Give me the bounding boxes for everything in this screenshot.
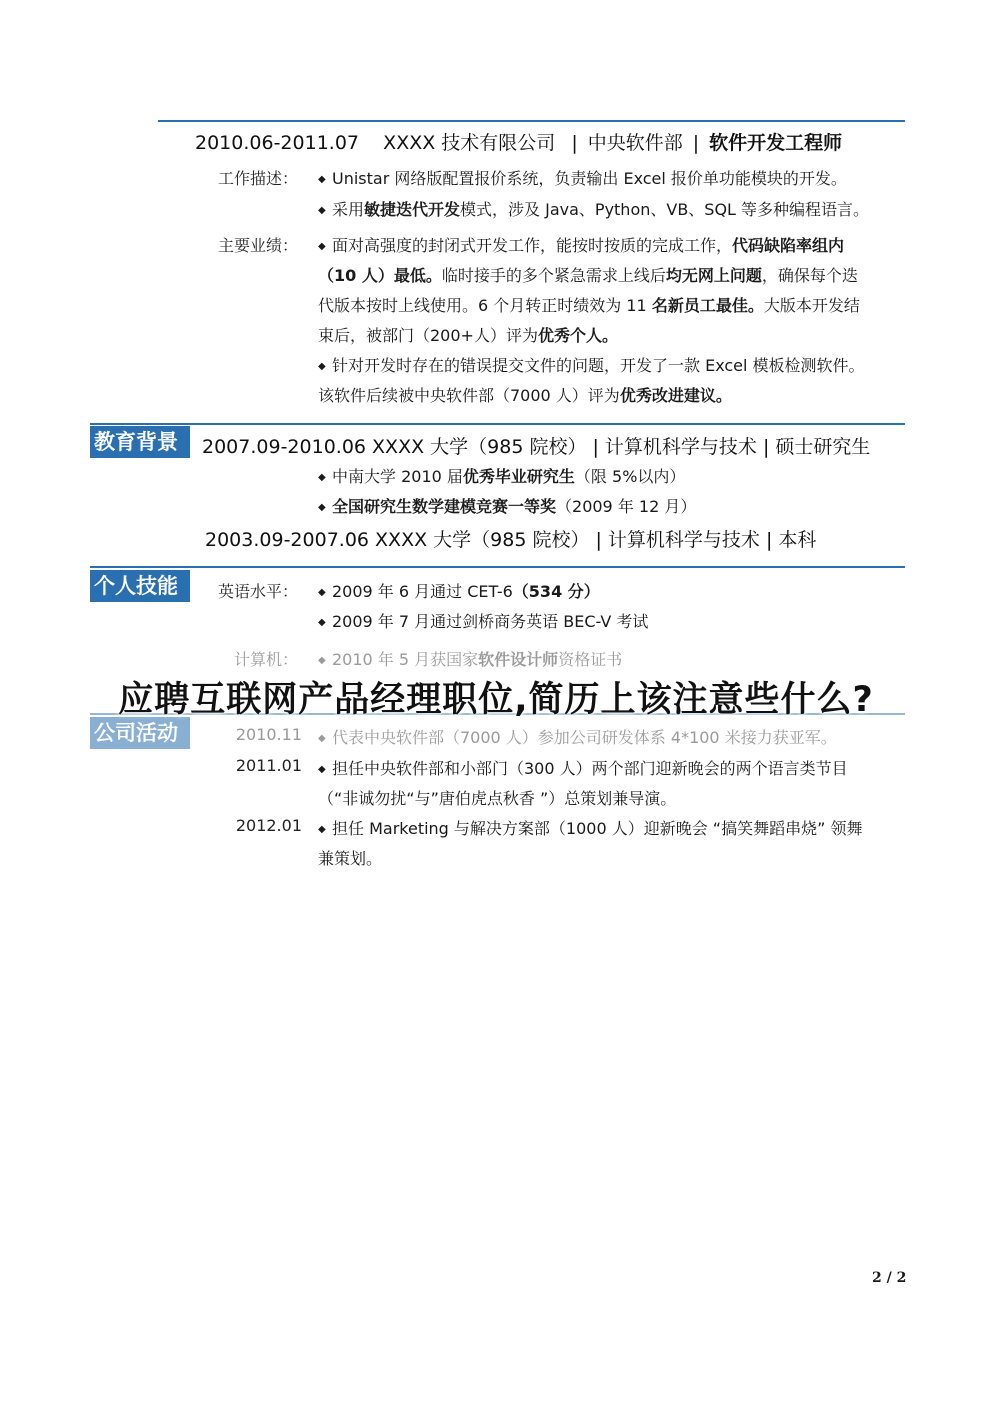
activity-date-2: 2011.01 — [235, 756, 302, 775]
skills-section-label: 个人技能 — [90, 570, 190, 602]
computer-line-1: ◆ 2010 年 5 月获国家软件设计师资格证书 — [318, 650, 623, 669]
desc-line-1: ◆ Unistar 网络版配置报价系统，负责输出 Excel 报价单功能模块的开发。 — [318, 169, 847, 188]
english-line-1: ◆ 2009 年 6 月通过 CET-6（534 分） — [318, 582, 600, 601]
overlay-title: 应聘互联网产品经理职位,简历上该注意些什么? — [118, 680, 874, 720]
activity-line-3: （“非诚勿扰“与”唐伯虎点秋香 ”）总策划兼导演。 — [318, 789, 677, 808]
activity-line-1: ◆ 代表中央软件部（7000 人）参加公司研发体系 4*100 米接力获亚军。 — [318, 728, 837, 747]
skills-rule — [90, 566, 905, 568]
perf-label: 主要业绩： — [217, 236, 298, 255]
activities-section-label: 公司活动 — [90, 717, 190, 749]
grad-item-1: ◆ 中南大学 2010 届优秀毕业研究生（限 5%以内） — [318, 467, 686, 486]
computer-label: 计算机： — [233, 650, 298, 669]
desc-label: 工作描述： — [217, 169, 298, 188]
activity-line-4: ◆ 担任 Marketing 与解决方案部（1000 人）迎新晚会 “搞笑舞蹈串烧” 领舞 — [318, 819, 863, 838]
education-section-label: 教育背景 — [90, 426, 190, 458]
activity-date-1: 2010.11 — [235, 725, 302, 744]
education-undergrad: 2003.09-2007.06 XXXX 大学（985 院校） | 计算机科学与技术 | 本科 — [205, 529, 817, 551]
perf-line-3: 代版本按时上线使用。6 个月转正时绩效为 11 名新员工最佳。大版本开发结 — [318, 296, 860, 315]
activity-line-5: 兼策划。 — [318, 849, 383, 868]
education-grad: 2007.09-2010.06 XXXX 大学（985 院校） | 计算机科学与技术 | 硕士研究生 — [202, 436, 871, 458]
job-header: 2010.06-2011.07 XXXX 技术有限公司 | 中央软件部 | 软件开发工程师 — [195, 132, 843, 154]
perf-line-6: 该软件后续被中央软件部（7000 人）评为优秀改进建议。 — [318, 386, 732, 405]
perf-line-4: 束后，被部门（200+人）评为优秀个人。 — [318, 326, 618, 345]
job-dept: 中央软件部 — [587, 132, 683, 154]
activity-line-2: ◆ 担任中央软件部和小部门（300 人）两个部门迎新晚会的两个语言类节目 — [318, 759, 848, 778]
top-rule — [158, 120, 905, 122]
grad-item-2: ◆ 全国研究生数学建模竞赛一等奖（2009 年 12 月） — [318, 497, 697, 516]
perf-line-2: （10 人）最低。临时接手的多个紧急需求上线后均无网上问题，确保每个迭 — [318, 266, 858, 285]
job-title: 软件开发工程师 — [709, 132, 843, 154]
job-period: 2010.06-2011.07 — [195, 132, 359, 154]
english-line-2: ◆ 2009 年 7 月通过剑桥商务英语 BEC-V 考试 — [318, 612, 649, 631]
page-number: 2 / 2 — [872, 1270, 907, 1286]
job-company: XXXX 技术有限公司 — [383, 132, 556, 154]
desc-line-2: ◆ 采用敏捷迭代开发模式，涉及 Java、Python、VB、SQL 等多种编程语言。 — [318, 200, 870, 219]
activity-date-4: 2012.01 — [235, 816, 302, 835]
perf-line-1: ◆ 面对高强度的封闭式开发工作，能按时按质的完成工作，代码缺陷率组内 — [318, 236, 845, 255]
english-label: 英语水平： — [217, 582, 298, 601]
education-rule — [90, 423, 905, 425]
perf-line-5: ◆ 针对开发时存在的错误提交文件的问题，开发了一款 Excel 模板检测软件。 — [318, 356, 865, 375]
